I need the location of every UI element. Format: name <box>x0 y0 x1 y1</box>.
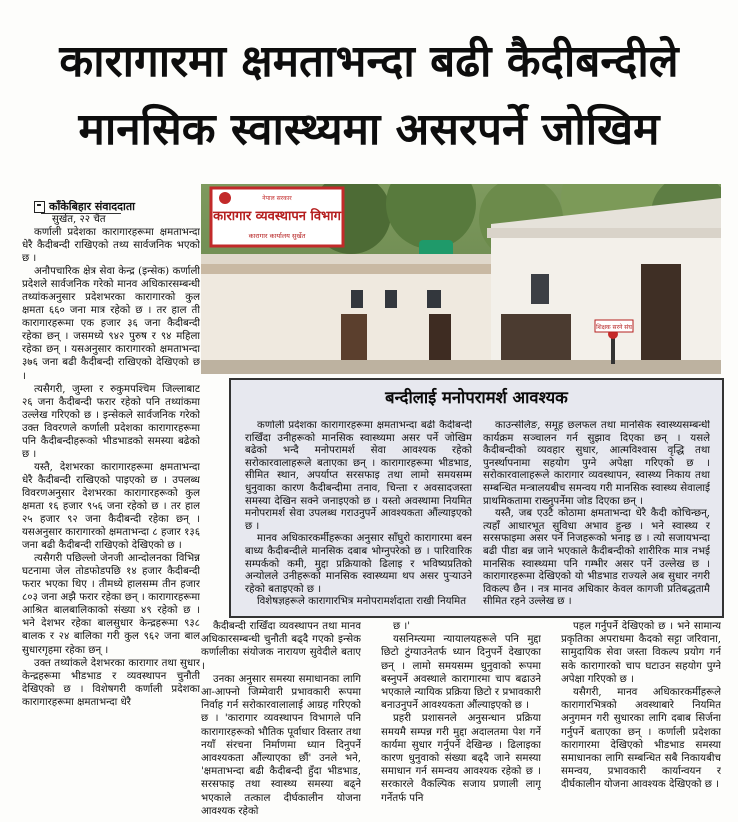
door-sign-text: शिक्षक सरने संघ <box>596 324 632 331</box>
box-title: बन्दीलाई मनोपरामर्श आवश्यक <box>385 388 568 407</box>
left-para-4: यस्तै, देशभरका कारागारहरूमा क्षमताभन्दा धेरै कैदीबन्दी राखिएको पाइएको छ । उपलब्ध विवरणअनुसार देशभरका कारागारहरूको कुल क्षमता १६ हजार ९५६ जना रहेको छ । तर हाल २५ हजार ९२ जना कैदीबन्दी रहेका छन् । यसअनुसार कारागारको क्षमताभन्दा ८ हजार १३६ जना बढी कैदीबन्दी राखिएको देखिएको छ । <box>22 461 200 552</box>
sign-top-text: नेपाल सरकार <box>262 195 292 202</box>
bottom-para-6: पहल गर्नुपर्ने देखिएको छ । भने सामान्य प्रकृतिका अपराधमा कैदको सट्टा जरिवाना, सामुदायिक सेवा जस्ता विकल्प प्रयोग गर्न सके कारागारको चाप घटाउन सहयोग पुग्ने अपेक्षा गरिएको छ । <box>561 621 721 685</box>
byline-rule <box>41 213 121 214</box>
box-column-2 <box>483 420 710 612</box>
byline-author: काँकेबिहार संवाददाता <box>49 200 135 213</box>
headline <box>0 28 738 164</box>
box-para-5: यस्तै, जब एउटै कोठामा क्षमताभन्दा धेरै कैदी कोचिन्छन्, त्यहाँ आधारभूत सुविधा अभाव हुन्छ । भने स्वास्थ्य र सरसफाइमा असर पर्ने निजहरूको भनाइ छ । त्यो सजायभन्दा बढी पीडा बन्न जाने भएकाले कैदीबन्दीको शारीरिक मात्र नभई मानसिक स्वास्थ्यमा पनि गम्भीर असर पर्ने उल्लेख छ । कारागारहरूमा देखिएको यो भीडभाड राज्यले अब सुधार नगरी विकल्प छैन । नत्र मानव अधिकार केवल कागजी प्रतिबद्धतामै सीमित रहने उल्लेख छ । <box>483 508 710 608</box>
byline <box>34 200 200 213</box>
headline-line-2: मानसिक स्वास्थ्यमा असरपर्ने जोखिम <box>78 104 660 155</box>
bottom-para-7: यसैगरी, मानव अधिकारकर्मीहरूले कारागारभित्रको अवस्थाबारे नियमित अनुगमन गरी सुधारका लागि दबाब सिर्जना गर्नुपर्ने बताएका छन् । कर्णाली प्रदेशका कारागारमा देखिएको भीडभाड समस्या समाधानका लागि सम्बन्धित सबै निकायबीच समन्वय, प्रभावकारी कार्यान्वयन र दीर्घकालीन योजना आवश्यक देखिएको छ । <box>561 687 721 791</box>
box-para-1: कर्णाली प्रदेशका कारागारहरूमा क्षमताभन्दा बढी कैदीबन्दी राखिँदा उनीहरूको मानसिक स्वास्थ्यमा असर पर्ने जोखिम बढेको भन्दै मनोपरामर्श सेवा आवश्यक रहेको सरोकारवालाहरूले बताएका छन् । कारागारहरूमा भीडभाड, सीमित स्थान, अपर्याप्त सरसफाइ तथा लामो समयसम्म धुनुवाका कारण कैदीबन्दीमा तनाव, चिन्ता र अवसादजस्ता समस्या देखिन सक्ने जनाइएको छ । यस्तो अवस्थामा नियमित मनोपरामर्श सेवा उपलब्ध गराउनुपर्ने आवश्यकता औंल्याइएको छ । <box>245 420 472 532</box>
emblem-icon <box>219 192 231 204</box>
box-para-2: मानव अधिकारकर्मीहरूका अनुसार साँघुरो कारागारमा बस्न बाध्य कैदीबन्दीले मानसिक दबाब भोग्नुपरेको छ । पारिवारिक सम्पर्कको कमी, मुद्दा प्रक्रियाको ढिलाइ र भविष्यप्रतिको अन्योलले उनीहरूको मानसिक स्वास्थ्यमा थप असर पुऱ्याउने रहेको बताइएको छ । <box>245 533 472 595</box>
left-para-6: उक्त तथ्यांकले देशभरका कारागार तथा सुधार केन्द्रहरूमा भीडभाड र व्यवस्थापन चुनौती देखिएको छ । विशेषगरी कर्णाली प्रदेशका कारागारहरूमा क्षमताभन्दा धेरै <box>22 657 200 708</box>
bottom-para-5: प्रहरी प्रशासनले अनुसन्धान प्रक्रिया समयमै सम्पन्न गरी मुद्दा अदालतमा पेश गर्ने कार्यमा सुधार गर्नुपर्ने देखिन्छ । ढिलाइका कारण धुनुवाको संख्या बढ्दै जाने समस्या समाधान गर्न समन्वय आवश्यक रहेको छ । सरकारले वैकल्पिक सजाय प्रणाली लागू गर्नेतर्फ पनि <box>381 713 541 804</box>
prison-photo <box>201 184 721 374</box>
byline-box-icon <box>34 201 45 213</box>
bottom-para-3: छ ।' <box>393 621 411 632</box>
bottom-para-4: यसनिम्त्यमा न्यायालयहरूले पनि मुद्दा छिटो टुंग्याउनेतर्फ ध्यान दिनुपर्ने देखाएका छन् । लामो समयसम्म धुनुवाको रूपमा बस्नुपर्ने अवस्थाले कारागारमा चाप बढाउने भएकाले न्यायिक प्रक्रिया छिटो र प्रभावकारी बनाउनुपर्ने आवश्यकता औंल्याइएको छ । <box>381 634 541 712</box>
bottom-para-2: उनका अनुसार समस्या समाधानका लागि आ-आफ्नो जिम्मेवारी प्रभावकारी रूपमा निर्वाह गर्न सरोकारवालालाई आग्रह गरिएको छ । 'कारागार व्यवस्थापन विभागले पनि कारागारहरूको भौतिक पूर्वाधार विस्तार तथा नयाँ संरचना निर्माणमा ध्यान दिनुपर्ने आवश्यकता औंल्याएका छौं' उनले भने, 'क्षमताभन्दा बढी कैदीबन्दी हुँदा भीडभाड, सरसफाइ तथा स्वास्थ्य समस्या बढ्ने भएकाले तत्काल दीर्घकालीन योजना आवश्यक रहेको <box>201 673 361 817</box>
left-column <box>22 200 200 818</box>
sidebar-box <box>229 378 724 618</box>
box-para-4: काउन्सेलिङ, समूह छलफल तथा मानसिक स्वास्थ्यसम्बन्धी कार्यक्रम सञ्चालन गर्न सुझाव दिएका छन् । यसले कैदीबन्दीको व्यवहार सुधार, आत्मविश्वास वृद्धि तथा पुनर्स्थापनामा सहयोग पुग्ने अपेक्षा गरिएको छ । सरोकारवालाहरूले कारागार व्यवस्थापन, स्वास्थ्य निकाय तथा सम्बन्धित मन्त्रालयबीच समन्वय गरी मानसिक स्वास्थ्य सेवालाई प्राथमिकतामा राख्नुपर्नेमा जोड दिएका छन् । <box>483 420 710 507</box>
left-para-5: त्यसैगरी पछिल्लो जेनजी आन्दोलनका विभिन्न घटनामा जेल तोडफोडपछि १४ हजार कैदीबन्दी फरार भएका थिए । तीमध्ये हालसम्म तीन हजार ८०३ जना अझै फरार रहेका छन् । कारागारहरूमा आश्रित बालबालिकाको संख्या ४९ रहेको छ । भने देशभर रहेका बालसुधार केन्द्रहरूमा ९३८ बालक र २४ बालिका गरी कुल ९६२ जना बाल सुधारगृहमा रहेका छन् । <box>22 553 200 656</box>
box-para-3: विशेषज्ञहरूले कारागारभित्र मनोपरामर्शदाता राखी नियमित <box>257 596 467 608</box>
prison-photo-svg <box>201 184 721 374</box>
box-column-1 <box>245 420 472 612</box>
bottom-column-1 <box>201 620 361 818</box>
bottom-column-2 <box>381 620 541 818</box>
sign-main-text: कारागार व्यवस्थापन विभाग <box>213 209 341 224</box>
dateline: सुर्खेत, २२ चैत <box>52 214 106 225</box>
headline-line-1: कारागारमा क्षमताभन्दा बढी कैदीबन्दीले <box>59 36 679 87</box>
left-para-2: अनौपचारिक क्षेत्र सेवा केन्द्र (इन्सेक) कर्णाली प्रदेशले सार्वजनिक गरेको मानव अधिकारसम्बन्धी तथ्यांकअनुसार प्रदेशभरका कारागारको कुल क्षमता ६६० जना मात्र रहेको छ । तर हाल ती कारागारहरूमा एक हजार ३६ जना कैदीबन्दी रहेका छन् । जसमध्ये ९४२ पुरुष र ९४ महिला रहेका छन् । यसअनुसार कारागारको क्षमताभन्दा ३७६ जना बढी कैदीबन्दी राखिएको देखिएको छ । <box>22 266 200 382</box>
left-para-1: कर्णाली प्रदेशका कारागारहरूमा क्षमताभन्दा धेरै कैदीबन्दी राखिएको तथ्य सार्वजनिक भएको छ । <box>22 227 200 265</box>
left-para-3: त्यसैगरी, जुम्ला र रुकुमपश्चिम जिल्लाबाट २६ जना कैदीबन्दी फरार रहेको पनि तथ्यांकमा उल्लेख गरिएको छ । इन्सेकले सार्वजनिक गरेको उक्त विवरणले कर्णाली प्रदेशका कारागारहरूमा पनि कैदीबन्दीहरूको भीडभाडको समस्या बढेको छ । <box>22 383 200 460</box>
sign-sub-text: कारागार कार्यालय सुर्खेत <box>248 232 306 240</box>
bottom-para-1: कैदीबन्दी राखिँदा व्यवस्थापन तथा मानव अधिकारसम्बन्धी चुनौती बढ्दै गएको इन्सेक कर्णालीका संयोजक नारायण सुवेदीले बताए । <box>201 621 361 672</box>
bottom-column-3 <box>561 620 721 818</box>
